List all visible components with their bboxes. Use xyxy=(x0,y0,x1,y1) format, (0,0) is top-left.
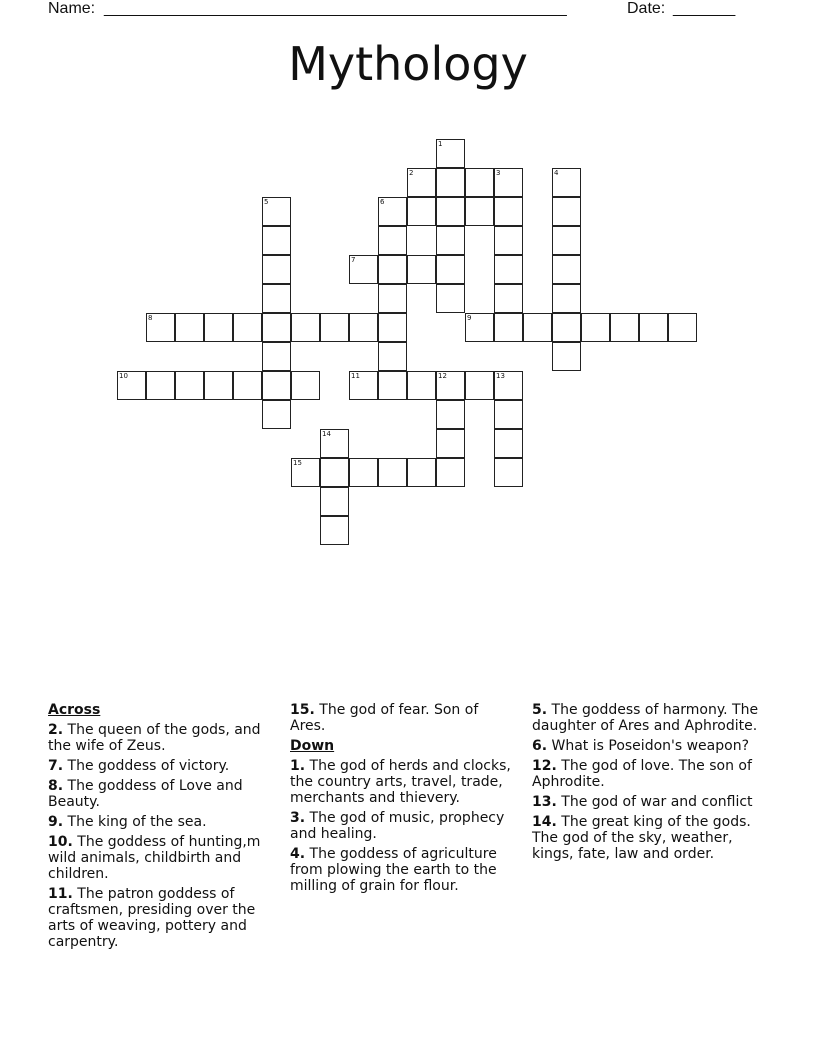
crossword-cell[interactable] xyxy=(262,197,291,226)
clue-number: 7. xyxy=(48,758,64,774)
cell-number: 5 xyxy=(264,198,269,206)
clue-across-9 xyxy=(48,814,276,830)
crossword-cell[interactable] xyxy=(610,313,639,342)
clue-column-3 xyxy=(532,702,760,866)
clue-across-11 xyxy=(48,886,276,950)
crossword-cell[interactable] xyxy=(320,313,349,342)
crossword-cell[interactable] xyxy=(494,313,523,342)
crossword-cell[interactable] xyxy=(378,255,407,284)
crossword-cell[interactable] xyxy=(436,168,465,197)
clue-across-15 xyxy=(290,702,518,734)
crossword-cell[interactable] xyxy=(436,139,465,168)
crossword-cell[interactable] xyxy=(407,371,436,400)
crossword-cell[interactable] xyxy=(320,516,349,545)
cell-number: 3 xyxy=(496,169,501,177)
crossword-cell[interactable] xyxy=(523,313,552,342)
clue-text: The king of the sea. xyxy=(67,814,207,830)
clue-across-8 xyxy=(48,778,276,810)
clue-number: 5. xyxy=(532,702,548,718)
cell-number: 9 xyxy=(467,314,472,322)
crossword-cell[interactable] xyxy=(552,284,581,313)
crossword-cell[interactable] xyxy=(291,458,320,487)
crossword-cell[interactable] xyxy=(494,197,523,226)
clue-text: The patron goddess of craftsmen, presiding over the arts of weaving, pottery and carpentry. xyxy=(48,886,256,950)
crossword-cell[interactable] xyxy=(349,458,378,487)
crossword-cell[interactable] xyxy=(320,458,349,487)
name-label: Name: xyxy=(48,0,96,17)
cell-number: 10 xyxy=(119,372,128,380)
clue-number: 12. xyxy=(532,758,557,774)
cell-number: 8 xyxy=(148,314,153,322)
crossword-cell[interactable] xyxy=(233,371,262,400)
cell-number: 13 xyxy=(496,372,505,380)
crossword-cell[interactable] xyxy=(407,168,436,197)
cell-number: 6 xyxy=(380,198,385,206)
crossword-cell[interactable] xyxy=(262,255,291,284)
crossword-cell[interactable] xyxy=(320,487,349,516)
crossword-cell[interactable] xyxy=(494,226,523,255)
clue-text: The goddess of harmony. The daughter of Ares and Aphrodite. xyxy=(532,702,759,734)
clue-number: 14. xyxy=(532,814,557,830)
crossword-cell[interactable] xyxy=(436,400,465,429)
crossword-cell[interactable] xyxy=(378,226,407,255)
crossword-cell[interactable] xyxy=(494,371,523,400)
crossword-cell[interactable] xyxy=(262,313,291,342)
clue-text: The god of war and conflict xyxy=(561,794,753,810)
crossword-cell[interactable] xyxy=(465,371,494,400)
crossword-cell[interactable] xyxy=(378,342,407,371)
clue-down-14 xyxy=(532,814,760,862)
name-line: ____________________________________________________ xyxy=(104,0,567,17)
crossword-cell[interactable] xyxy=(465,197,494,226)
crossword-cell[interactable] xyxy=(436,197,465,226)
crossword-cell[interactable] xyxy=(552,313,581,342)
crossword-cell[interactable] xyxy=(494,400,523,429)
crossword-cell[interactable] xyxy=(494,429,523,458)
crossword-cell[interactable] xyxy=(262,371,291,400)
crossword-cell[interactable] xyxy=(639,313,668,342)
crossword-cell[interactable] xyxy=(407,458,436,487)
clue-down-12 xyxy=(532,758,760,790)
crossword-cell[interactable] xyxy=(494,458,523,487)
clue-number: 11. xyxy=(48,886,73,902)
crossword-cell[interactable] xyxy=(262,226,291,255)
clue-number: 1. xyxy=(290,758,306,774)
across-heading: Across xyxy=(48,702,101,718)
crossword-cell[interactable] xyxy=(436,458,465,487)
clue-number: 9. xyxy=(48,814,64,830)
crossword-cell[interactable] xyxy=(436,226,465,255)
clue-column-1 xyxy=(48,702,276,954)
crossword-cell[interactable] xyxy=(262,400,291,429)
date-line: _______ xyxy=(673,0,736,17)
clue-text: The god of love. The son of Aphrodite. xyxy=(532,758,752,790)
clue-down-1 xyxy=(290,758,518,806)
clue-across-7 xyxy=(48,758,276,774)
crossword-cell[interactable] xyxy=(378,284,407,313)
crossword-cell[interactable] xyxy=(552,342,581,371)
down-heading: Down xyxy=(290,738,335,754)
crossword-cell[interactable] xyxy=(291,371,320,400)
crossword-cell[interactable] xyxy=(494,255,523,284)
cell-number: 11 xyxy=(351,372,360,380)
crossword-cell[interactable] xyxy=(204,313,233,342)
clue-text: The god of herds and clocks, the country arts, travel, trade, merchants and thievery. xyxy=(290,758,511,806)
crossword-cell[interactable] xyxy=(146,371,175,400)
cell-number: 12 xyxy=(438,372,447,380)
clues xyxy=(48,702,768,962)
clue-text: The goddess of agriculture from plowing the earth to the milling of grain for flour. xyxy=(290,846,497,894)
clue-text: The queen of the gods, and the wife of Zeus. xyxy=(48,722,261,754)
crossword-cell[interactable] xyxy=(378,371,407,400)
cell-number: 1 xyxy=(438,140,443,148)
cell-number: 14 xyxy=(322,430,331,438)
clue-down-5 xyxy=(532,702,760,734)
clue-number: 8. xyxy=(48,778,64,794)
clue-across-10 xyxy=(48,834,276,882)
crossword-cell[interactable] xyxy=(349,313,378,342)
clue-text: The goddess of Love and Beauty. xyxy=(48,778,243,810)
crossword-cell[interactable] xyxy=(552,226,581,255)
crossword-cell[interactable] xyxy=(407,255,436,284)
crossword-cell[interactable] xyxy=(378,458,407,487)
crossword-cell[interactable] xyxy=(436,371,465,400)
page-title: Mythology xyxy=(288,37,528,91)
crossword-cell[interactable] xyxy=(552,168,581,197)
crossword-cell[interactable] xyxy=(349,255,378,284)
clue-number: 13. xyxy=(532,794,557,810)
crossword-cell[interactable] xyxy=(581,313,610,342)
crossword-cell[interactable] xyxy=(204,371,233,400)
crossword-cell[interactable] xyxy=(233,313,262,342)
crossword-cell[interactable] xyxy=(349,371,378,400)
cell-number: 2 xyxy=(409,169,414,177)
crossword-cell[interactable] xyxy=(291,313,320,342)
clue-down-13 xyxy=(532,794,760,810)
clue-text: What is Poseidon's weapon? xyxy=(551,738,750,754)
clue-number: 2. xyxy=(48,722,64,738)
crossword-cell[interactable] xyxy=(552,197,581,226)
crossword-cell[interactable] xyxy=(175,313,204,342)
crossword-cell[interactable] xyxy=(465,168,494,197)
crossword-cell[interactable] xyxy=(320,429,349,458)
crossword-cell[interactable] xyxy=(494,168,523,197)
crossword-cell[interactable] xyxy=(407,197,436,226)
cell-number: 15 xyxy=(293,459,302,467)
clue-column-2 xyxy=(290,702,518,898)
crossword-cell[interactable] xyxy=(552,255,581,284)
clue-number: 3. xyxy=(290,810,306,826)
date-label: Date: xyxy=(627,0,666,17)
cell-number: 4 xyxy=(554,169,559,177)
clue-down-6 xyxy=(532,738,760,754)
clue-down-4 xyxy=(290,846,518,894)
clue-text: The goddess of victory. xyxy=(67,758,230,774)
crossword-cell[interactable] xyxy=(146,313,175,342)
clue-text: The goddess of hunting,m wild animals, childbirth and children. xyxy=(48,834,261,882)
crossword-cell[interactable] xyxy=(262,284,291,313)
crossword-cell[interactable] xyxy=(465,313,494,342)
crossword-cell[interactable] xyxy=(378,313,407,342)
crossword-cell[interactable] xyxy=(436,284,465,313)
crossword-cell[interactable] xyxy=(117,371,146,400)
crossword-cell[interactable] xyxy=(436,255,465,284)
crossword-cell[interactable] xyxy=(262,342,291,371)
clue-number: 10. xyxy=(48,834,73,850)
clue-number: 6. xyxy=(532,738,548,754)
clue-down-3 xyxy=(290,810,518,842)
crossword-cell[interactable] xyxy=(175,371,204,400)
crossword-cell[interactable] xyxy=(494,284,523,313)
crossword-cell[interactable] xyxy=(436,429,465,458)
clue-text: The great king of the gods. The god of the sky, weather, kings, fate, law and order. xyxy=(532,814,751,862)
crossword-cell[interactable] xyxy=(378,197,407,226)
clue-number: 4. xyxy=(290,846,306,862)
crossword-cell[interactable] xyxy=(668,313,697,342)
cell-number: 7 xyxy=(351,256,356,264)
clue-across-2 xyxy=(48,722,276,754)
clue-number: 15. xyxy=(290,702,315,718)
clue-text: The god of music, prophecy and healing. xyxy=(290,810,505,842)
clue-text: The god of fear. Son of Ares. xyxy=(290,702,479,734)
